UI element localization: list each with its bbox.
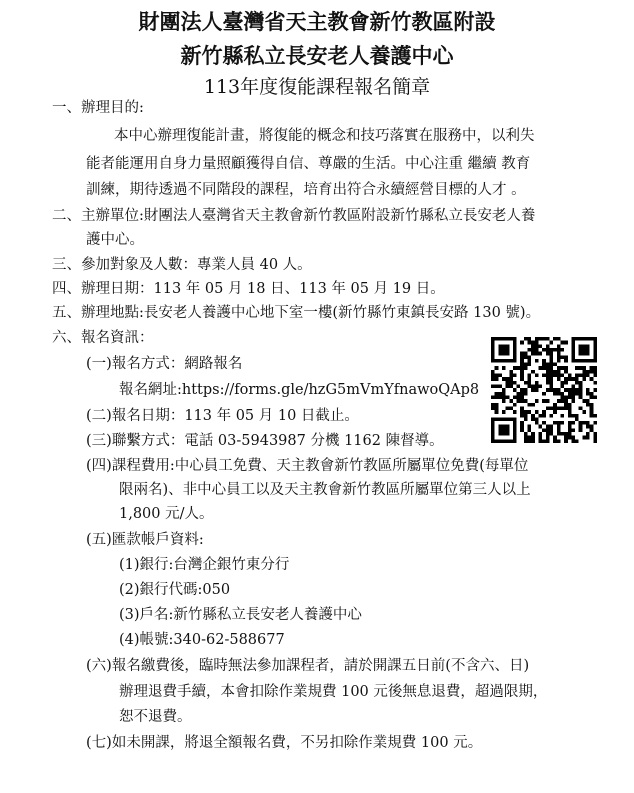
- remittance-heading: (五)匯款帳戶資料:: [86, 532, 204, 548]
- refund-policy-line1: (六)報名繳費後，臨時無法參加課程者，請於開課五日前(不含六、日): [86, 658, 530, 674]
- contact-info: (三)聯繫方式：電話 03-5943987 分機 1162 陳督導。: [86, 433, 444, 449]
- document-title-line2: 新竹縣私立長安老人養護中心: [180, 43, 454, 68]
- document-title-line1: 財團法人臺灣省天主教會新竹教區附設: [138, 9, 496, 34]
- section-2-line1: 二、主辦單位:財團法人臺灣省天主教會新竹教區附設新竹縣私立長安老人養: [52, 208, 536, 224]
- document-title-line3: 113年度復能課程報名簡章: [203, 76, 431, 98]
- registration-method: (一)報名方式：網路報名: [86, 356, 243, 372]
- section-1-paragraph-line1: 本中心辦理復能計畫，將復能的概念和技巧落實在服務中，以利失: [114, 128, 535, 144]
- remittance-bank: (1)銀行:台灣企銀竹東分行: [119, 557, 290, 573]
- remittance-account-number: (4)帳號:340-62-588677: [119, 632, 285, 648]
- cancellation-policy: (七)如未開課，將退全額報名費，不另扣除作業規費 100 元。: [86, 735, 483, 751]
- section-1-paragraph-line3: 訓練，期待透過不同階段的課程，培育出符合永續經營目標的人才 。: [86, 182, 526, 198]
- section-2-line2: 護中心。: [86, 232, 144, 248]
- qr-code-icon[interactable]: [491, 337, 597, 443]
- refund-policy-line3: 恕不退費。: [119, 709, 192, 725]
- remittance-account-name: (3)戶名:新竹縣私立長安老人養護中心: [119, 607, 362, 623]
- refund-policy-line2: 辦理退費手續，本會扣除作業規費 100 元後無息退費，超過限期，: [119, 684, 548, 700]
- section-1-heading: 一、辦理目的:: [52, 100, 144, 116]
- course-fee-line1: (四)課程費用:中心員工免費、天主教會新竹教區所屬單位免費(每單位: [86, 458, 529, 474]
- course-fee-line3: 1,800 元/人。: [119, 506, 214, 522]
- registration-url: 報名網址:https://forms.gle/hzG5mVmYfnawoQAp8: [119, 382, 480, 398]
- section-4: 四、辦理日期：113 年 05 月 18 日、113 年 05 月 19 日。: [52, 281, 445, 297]
- section-6-heading: 六、報名資訊：: [52, 330, 154, 346]
- section-5: 五、辦理地點:長安老人養護中心地下室一樓(新竹縣竹東鎮長安路 130 號)。: [52, 305, 541, 321]
- section-1-paragraph-line2: 能者能運用自身力量照顧獲得自信、尊嚴的生活。中心注重 繼續 教育: [86, 156, 531, 172]
- section-3: 三、參加對象及人數：專業人員 40 人。: [52, 257, 312, 273]
- remittance-bank-code: (2)銀行代碼:050: [119, 582, 231, 598]
- registration-deadline: (二)報名日期：113 年 05 月 10 日截止。: [86, 408, 359, 424]
- course-fee-line2: 限兩名)、非中心員工以及天主教會新竹教區所屬單位第三人以上: [119, 482, 531, 498]
